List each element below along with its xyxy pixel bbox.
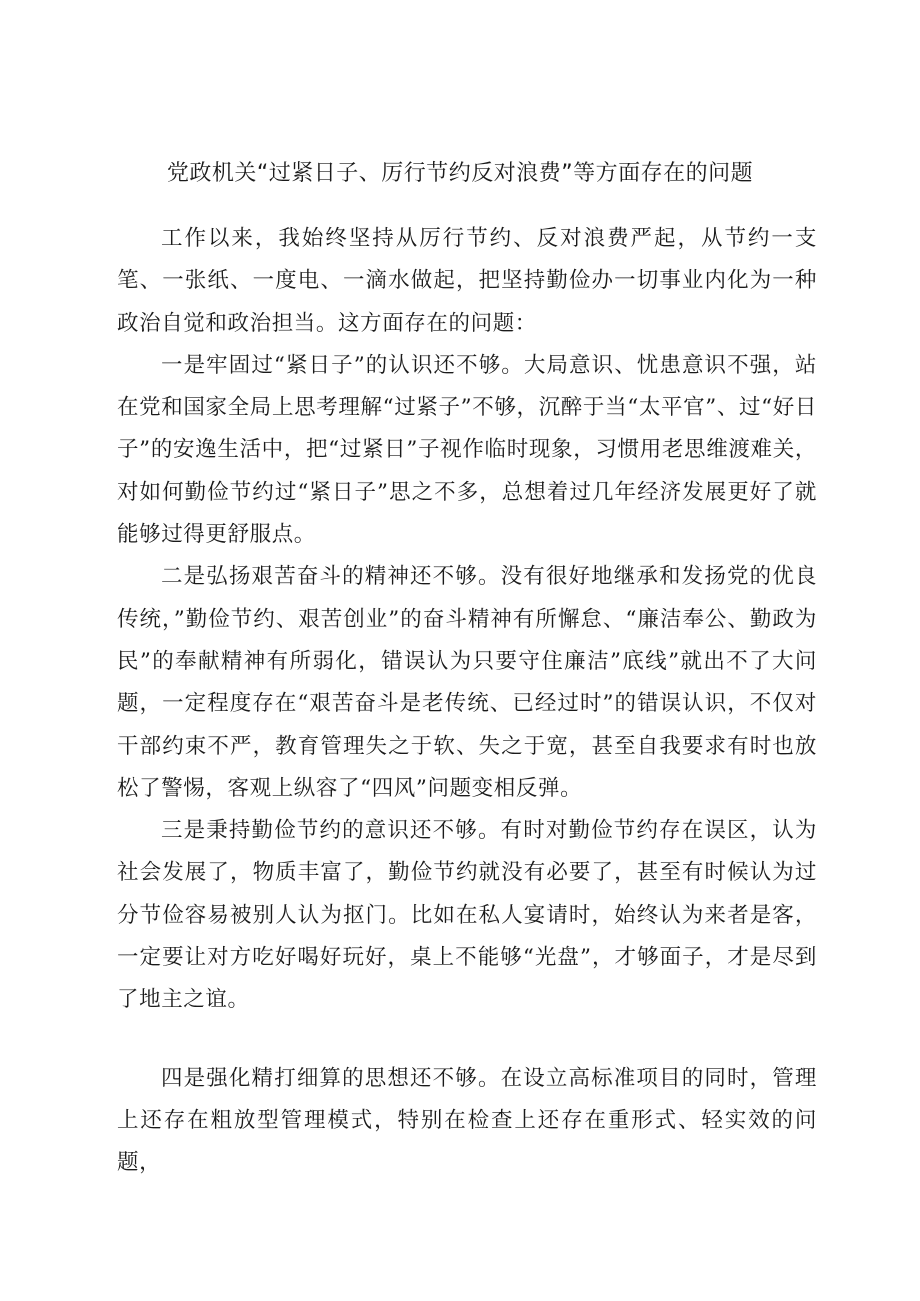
document-body	[117, 218, 817, 1185]
paragraph-point-one: 一是牢固过“紧日子”的认识还不够。大局意识、忧患意识不强，站在党和国家全局上思考理解“过紧子”不够，沉醉于当“太平官”、过“好日子”的安逸生活中，把“过紧日”子视作临时现象，习惯用老思维渡难关，对如何勤俭节约过“紧日子”思之不多，总想着过几年经济发展更好了就能够过得更舒服点。	[117, 352, 817, 548]
document-title: 党政机关“过紧日子、厉行节约反对浪费”等方面存在的问题	[166, 161, 754, 186]
paragraph-intro: 工作以来，我始终坚持从厉行节约、反对浪费严起，从节约一支笔、一张纸、一度电、一滴水做起，把坚持勤俭办一切事业内化为一种政治自觉和政治担当。这方面存在的问题：	[117, 226, 817, 336]
paragraph-point-four: 四是强化精打细算的思想还不够。在设立高标准项目的同时，管理上还存在粗放型管理模式，特别在检查上还存在重形式、轻实效的问题，	[117, 1065, 817, 1176]
paragraph-point-two: 二是弘扬艰苦奋斗的精神还不够。没有很好地继承和发扬党的优良传统，”勤俭节约、艰苦创业”的奋斗精神有所懈怠、“廉洁奉公、勤政为民”的奉献精神有所弱化，错误认为只要守住廉洁”底线”就出不了大问题，一定程度存在“艰苦奋斗是老传统、已经过时”的错误认识，不仅对干部约束不严，教育管理失之于软、失之于宽，甚至自我要求有时也放松了警惕，客观上纵容了“四风”问题变相反弹。	[117, 564, 817, 801]
paragraph-point-three: 三是秉持勤俭节约的意识还不够。有时对勤俭节约存在误区，认为社会发展了，物质丰富了，勤俭节约就没有必要了，甚至有时候认为过分节俭容易被别人认为抠门。比如在私人宴请时，始终认为来者是客，一定要让对方吃好喝好玩好，桌上不能够“光盘”，才够面子，才是尽到了地主之谊。	[117, 818, 817, 1013]
